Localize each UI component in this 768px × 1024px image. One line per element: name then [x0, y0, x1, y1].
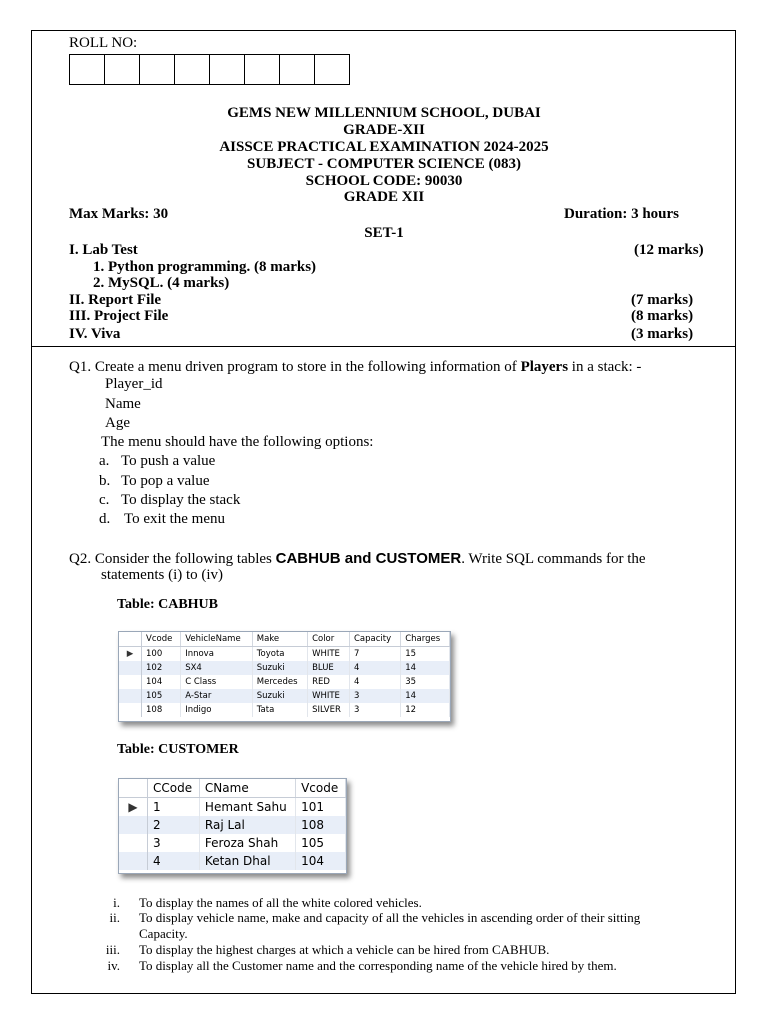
column-header: Vcode [142, 632, 181, 647]
row-indicator [119, 816, 148, 834]
table-cell: Innova [181, 647, 253, 662]
grade-line-2: GRADE XII [343, 189, 425, 205]
report-file-marks: (7 marks) [631, 292, 694, 308]
viva-marks: (3 marks) [631, 326, 694, 342]
q1-menu-intro: The menu should have the following options: [101, 434, 374, 450]
table-cell: Suzuki [252, 661, 307, 675]
row-indicator-icon: ▶ [119, 798, 148, 817]
table-row [119, 675, 450, 689]
table-cell: 105 [296, 834, 346, 852]
school-code: SCHOOL CODE: 90030 [305, 173, 463, 189]
row-indicator [119, 703, 142, 717]
q1-option: a. To push a value [99, 453, 216, 469]
roll-box[interactable] [314, 54, 350, 85]
table-cell: Tata [252, 703, 307, 717]
q1-field: Name [105, 396, 141, 412]
table-cell: Mercedes [252, 675, 307, 689]
table-cell: Ketan Dhal [199, 852, 295, 870]
table-header-row [119, 632, 450, 647]
q2-keyword: CABHUB and CUSTOMER [275, 550, 462, 567]
table-cell: Raj Lal [199, 816, 295, 834]
set-label: SET-1 [364, 225, 404, 241]
table-cabhub-title: Table: CABHUB [117, 597, 219, 612]
table-cell: Hemant Sahu [199, 798, 295, 817]
grade-line: GRADE-XII [343, 122, 425, 138]
table-cell: A-Star [181, 689, 253, 703]
table-row [119, 661, 450, 675]
table-cell: SILVER [308, 703, 350, 717]
roll-box[interactable] [104, 54, 140, 85]
table-row [119, 834, 346, 852]
table-cell: Indigo [181, 703, 253, 717]
section-divider [31, 346, 736, 347]
table-cell: Suzuki [252, 689, 307, 703]
q1-field: Player_id [105, 376, 163, 392]
cabhub-table-image [118, 631, 451, 722]
table-header-row [119, 779, 346, 798]
table-row [119, 816, 346, 834]
project-file-label: III. Project File [69, 308, 169, 324]
row-indicator-header [119, 632, 142, 647]
table-cell: 101 [296, 798, 346, 817]
table-cell: 4 [350, 661, 401, 675]
table-cell: 7 [350, 647, 401, 662]
table-row [119, 703, 450, 717]
column-header: Vcode [296, 779, 346, 798]
lab-test-label: I. Lab Test [69, 242, 138, 258]
roll-box[interactable] [209, 54, 245, 85]
table-cell: WHITE [308, 689, 350, 703]
q2-item: i. To display the names of all the white colored vehicles. [113, 895, 422, 910]
table-cell: 3 [350, 689, 401, 703]
row-indicator [119, 834, 148, 852]
table-customer-title: Table: CUSTOMER [117, 742, 239, 757]
report-file-label: II. Report File [69, 292, 162, 308]
column-header: Make [252, 632, 307, 647]
column-header: CCode [148, 779, 200, 798]
table-cell: 1 [148, 798, 200, 817]
table-cell: 2 [148, 816, 200, 834]
table-cell: 102 [142, 661, 181, 675]
table-cell: 4 [148, 852, 200, 870]
table-cell: BLUE [308, 661, 350, 675]
roll-box[interactable] [244, 54, 280, 85]
column-header: Charges [401, 632, 450, 647]
exam-title: AISSCE PRACTICAL EXAMINATION 2024-2025 [219, 139, 549, 155]
q1-field: Age [105, 415, 130, 431]
duration: Duration: 3 hours [564, 206, 680, 222]
row-indicator [119, 675, 142, 689]
column-header: VehicleName [181, 632, 253, 647]
roll-box[interactable] [279, 54, 315, 85]
table-cell: 35 [401, 675, 450, 689]
q1-option: c. To display the stack [99, 492, 241, 508]
q2-intro-line2: statements (i) to (iv) [101, 567, 224, 583]
row-indicator [119, 689, 142, 703]
row-indicator [119, 661, 142, 675]
table-cell: 104 [296, 852, 346, 870]
table-cell: 15 [401, 647, 450, 662]
row-indicator-icon: ▶ [119, 647, 142, 662]
table-cell: 105 [142, 689, 181, 703]
table-cell: 12 [401, 703, 450, 717]
row-indicator-header [119, 779, 148, 798]
table-cell: 14 [401, 661, 450, 675]
q2-item-continued: Capacity. [139, 926, 188, 941]
roll-number-boxes[interactable] [69, 54, 350, 85]
roll-box[interactable] [174, 54, 210, 85]
subject-line: SUBJECT - COMPUTER SCIENCE (083) [247, 156, 521, 172]
mysql-line: 2. MySQL. (4 marks) [93, 275, 230, 291]
table-cell: 3 [148, 834, 200, 852]
max-marks: Max Marks: 30 [69, 206, 169, 222]
table-cell: Feroza Shah [199, 834, 295, 852]
roll-number-label: ROLL NO: [69, 35, 138, 51]
table-cell: C Class [181, 675, 253, 689]
table-cell: 108 [142, 703, 181, 717]
q1-option: d. To exit the menu [99, 511, 226, 527]
school-name: GEMS NEW MILLENNIUM SCHOOL, DUBAI [227, 105, 541, 121]
table-cell: WHITE [308, 647, 350, 662]
column-header: CName [199, 779, 295, 798]
q1-option: b. To pop a value [99, 473, 210, 489]
column-header: Capacity [350, 632, 401, 647]
q2-item: iii. To display the highest charges at which a vehicle can be hired from CABHUB. [105, 942, 550, 957]
table-row [119, 852, 346, 870]
project-file-marks: (8 marks) [631, 308, 694, 324]
q1-keyword: Players [520, 359, 569, 375]
python-line: 1. Python programming. (8 marks) [93, 259, 317, 275]
table-row [119, 798, 346, 817]
table-cell: 3 [350, 703, 401, 717]
table-cell: 104 [142, 675, 181, 689]
table-cell: Toyota [252, 647, 307, 662]
table-cell: 100 [142, 647, 181, 662]
roll-box[interactable] [69, 54, 105, 85]
table-cell: 14 [401, 689, 450, 703]
roll-box[interactable] [139, 54, 175, 85]
q2-item: iv. To display all the Customer name and the corresponding name of the vehicle hired by them. [107, 958, 617, 973]
table-cell: RED [308, 675, 350, 689]
q1-intro: Q1. Create a menu driven program to store in the following information of Players in a stack: - [69, 359, 642, 375]
table-row [119, 647, 450, 662]
table-cell: 108 [296, 816, 346, 834]
column-header: Color [308, 632, 350, 647]
lab-test-marks: (12 marks) [634, 242, 704, 258]
customer-table-image [118, 778, 347, 874]
q2-item: ii. To display vehicle name, make and capacity of all the vehicles in ascending order of their sitting [109, 910, 641, 925]
viva-label: IV. Viva [69, 326, 121, 342]
table-cell: SX4 [181, 661, 253, 675]
q2-intro: Q2. Consider the following tables CABHUB and CUSTOMER. Write SQL commands for the [69, 550, 646, 567]
table-row [119, 689, 450, 703]
table-cell: 4 [350, 675, 401, 689]
row-indicator [119, 852, 148, 870]
